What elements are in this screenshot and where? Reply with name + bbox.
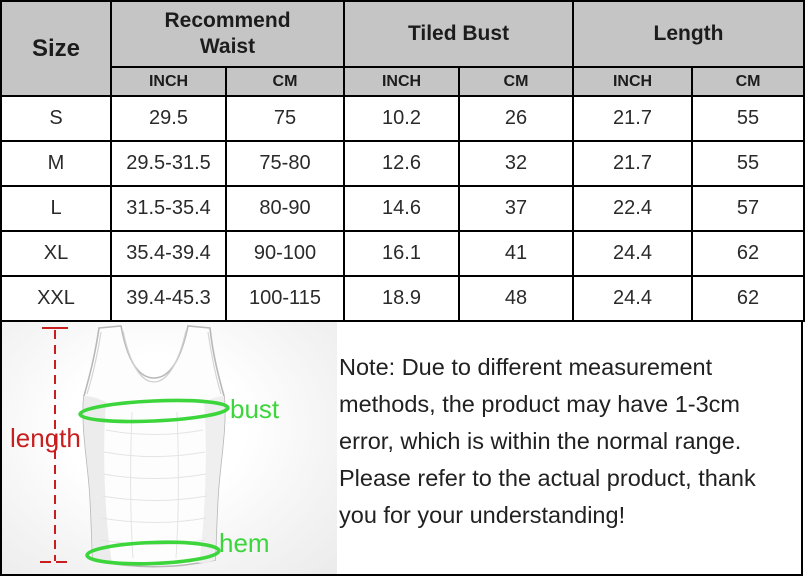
length-inch-header: INCH bbox=[573, 67, 692, 96]
table-cell: 18.9 bbox=[344, 276, 459, 321]
table-cell: 80-90 bbox=[226, 186, 344, 231]
table-cell: 90-100 bbox=[226, 231, 344, 276]
table-cell: 75 bbox=[226, 96, 344, 141]
units-header-row bbox=[1, 67, 804, 96]
table-row bbox=[1, 276, 804, 321]
size-column-header: Size bbox=[1, 1, 111, 96]
table-cell: 21.7 bbox=[573, 141, 692, 186]
table-cell: 41 bbox=[459, 231, 573, 276]
bust-group-header bbox=[344, 1, 573, 67]
table-cell: 29.5-31.5 bbox=[111, 141, 226, 186]
group-header-row bbox=[1, 1, 804, 67]
bust-label: bust bbox=[230, 394, 280, 424]
table-cell: 62 bbox=[692, 276, 804, 321]
waist-group-header bbox=[111, 1, 344, 67]
table-row bbox=[1, 141, 804, 186]
table-cell: 16.1 bbox=[344, 231, 459, 276]
table-cell: 24.4 bbox=[573, 231, 692, 276]
table-cell: 29.5 bbox=[111, 96, 226, 141]
measurement-guide-panel bbox=[0, 320, 803, 576]
table-row bbox=[1, 231, 804, 276]
bust-cm-header: CM bbox=[459, 67, 573, 96]
note-line: you for your understanding! bbox=[339, 502, 626, 528]
size-cell: M bbox=[1, 141, 111, 186]
table-cell: 62 bbox=[692, 231, 804, 276]
hem-label: hem bbox=[219, 528, 270, 558]
note-line: methods, the product may have 1-3cm bbox=[339, 391, 741, 417]
table-cell: 75-80 bbox=[226, 141, 344, 186]
note-line: Please refer to the actual product, thank bbox=[339, 465, 756, 491]
size-cell: XXL bbox=[1, 276, 111, 321]
length-label: length bbox=[10, 423, 81, 453]
table-row bbox=[1, 186, 804, 231]
table-row bbox=[1, 96, 804, 141]
note-text-block bbox=[337, 322, 801, 574]
table-cell: 12.6 bbox=[344, 141, 459, 186]
table-cell: 32 bbox=[459, 141, 573, 186]
waist-group-label: Recommend Waist bbox=[164, 8, 291, 58]
waist-inch-header: INCH bbox=[111, 67, 226, 96]
size-cell: XL bbox=[1, 231, 111, 276]
table-cell: 57 bbox=[692, 186, 804, 231]
table-cell: 31.5-35.4 bbox=[111, 186, 226, 231]
table-cell: 55 bbox=[692, 96, 804, 141]
bust-inch-header: INCH bbox=[344, 67, 459, 96]
bust-group-label: Tiled Bust bbox=[407, 22, 510, 45]
length-group-label: Length bbox=[653, 22, 724, 45]
table-cell: 26 bbox=[459, 96, 573, 141]
length-cm-header: CM bbox=[692, 67, 804, 96]
table-cell: 24.4 bbox=[573, 276, 692, 321]
product-photo bbox=[2, 322, 337, 574]
table-cell: 35.4-39.4 bbox=[111, 231, 226, 276]
length-group-header bbox=[573, 1, 804, 67]
table-cell: 48 bbox=[459, 276, 573, 321]
table-cell: 100-115 bbox=[226, 276, 344, 321]
table-cell: 37 bbox=[459, 186, 573, 231]
note-line: error, which is within the normal range. bbox=[339, 428, 742, 454]
note-line: Note: Due to different measurement bbox=[339, 354, 713, 380]
table-cell: 14.6 bbox=[344, 186, 459, 231]
table-cell: 55 bbox=[692, 141, 804, 186]
size-cell: S bbox=[1, 96, 111, 141]
table-cell: 21.7 bbox=[573, 96, 692, 141]
table-cell: 22.4 bbox=[573, 186, 692, 231]
table-cell: 39.4-45.3 bbox=[111, 276, 226, 321]
table-cell: 10.2 bbox=[344, 96, 459, 141]
size-cell: L bbox=[1, 186, 111, 231]
waist-cm-header: CM bbox=[226, 67, 344, 96]
